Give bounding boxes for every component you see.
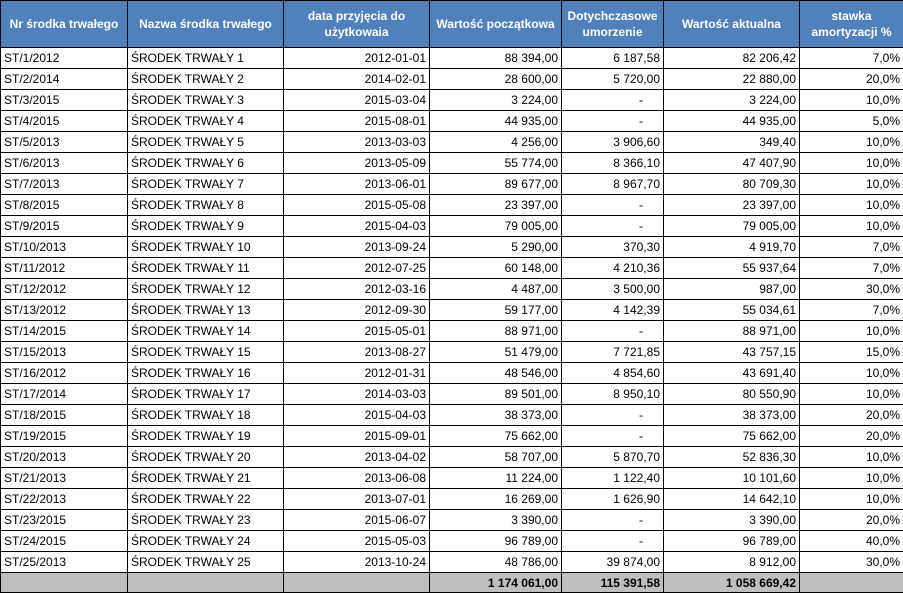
asset-number-cell[interactable]: ST/10/2013 [1,237,128,258]
acceptance-date-cell[interactable]: 2013-09-24 [284,237,430,258]
total-cell-empty[interactable] [800,573,903,593]
table-row [1,300,903,321]
table-body [1,48,903,573]
table-row [1,510,903,531]
current-value-cell[interactable]: 38 373,00 [664,405,800,426]
initial-value-cell[interactable]: 89 501,00 [430,384,562,405]
acceptance-date-cell[interactable]: 2013-06-01 [284,174,430,195]
table-row [1,132,903,153]
table-row [1,447,903,468]
current-value-cell[interactable]: 349,40 [664,132,800,153]
table-row [1,111,903,132]
depreciation-rate-cell[interactable]: 10,0% [800,90,903,111]
acceptance-date-cell[interactable]: 2014-02-01 [284,69,430,90]
table-row [1,489,903,510]
current-value-cell[interactable]: 10 101,60 [664,468,800,489]
current-value-cell[interactable]: 14 642,10 [664,489,800,510]
asset-name-cell[interactable]: ŚRODEK TRWAŁY 5 [128,132,284,153]
depreciation-rate-cell[interactable]: 30,0% [800,552,903,573]
current-value-cell[interactable]: 80 550,90 [664,384,800,405]
asset-number-cell[interactable]: ST/21/2013 [1,468,128,489]
acceptance-date-cell[interactable]: 2013-06-08 [284,468,430,489]
table-row [1,69,903,90]
depreciation-cell[interactable]: 7 721,85 [562,342,664,363]
depreciation-cell[interactable]: - [562,111,664,132]
initial-value-cell[interactable]: 88 394,00 [430,48,562,69]
asset-name-cell[interactable]: ŚRODEK TRWAŁY 19 [128,426,284,447]
asset-number-cell[interactable]: ST/22/2013 [1,489,128,510]
asset-name-cell[interactable]: ŚRODEK TRWAŁY 25 [128,552,284,573]
table-row [1,237,903,258]
asset-name-cell[interactable]: ŚRODEK TRWAŁY 15 [128,342,284,363]
depreciation-rate-cell[interactable]: 7,0% [800,300,903,321]
current-value-cell[interactable]: 79 005,00 [664,216,800,237]
depreciation-rate-cell[interactable]: 15,0% [800,342,903,363]
initial-value-cell[interactable]: 48 786,00 [430,552,562,573]
asset-number-cell[interactable]: ST/13/2012 [1,300,128,321]
initial-value-cell[interactable]: 55 774,00 [430,153,562,174]
table-row [1,363,903,384]
asset-name-cell[interactable]: ŚRODEK TRWAŁY 2 [128,69,284,90]
depreciation-rate-cell[interactable]: 7,0% [800,48,903,69]
depreciation-rate-cell[interactable]: 40,0% [800,531,903,552]
asset-number-cell[interactable]: ST/14/2015 [1,321,128,342]
current-value-cell[interactable]: 23 397,00 [664,195,800,216]
current-value-cell[interactable]: 75 662,00 [664,426,800,447]
asset-number-cell[interactable]: ST/24/2015 [1,531,128,552]
current-value-cell[interactable]: 96 789,00 [664,531,800,552]
depreciation-cell[interactable]: 5 870,70 [562,447,664,468]
acceptance-date-cell[interactable]: 2013-04-02 [284,447,430,468]
table-row [1,426,903,447]
depreciation-rate-cell[interactable]: 20,0% [800,69,903,90]
current-value-cell[interactable]: 43 691,40 [664,363,800,384]
asset-number-cell[interactable]: ST/17/2014 [1,384,128,405]
depreciation-cell[interactable]: - [562,90,664,111]
initial-value-cell[interactable]: 4 487,00 [430,279,562,300]
depreciation-cell[interactable]: 8 366,10 [562,153,664,174]
asset-number-cell[interactable]: ST/6/2013 [1,153,128,174]
depreciation-rate-cell[interactable]: 10,0% [800,489,903,510]
initial-value-cell[interactable]: 79 005,00 [430,216,562,237]
depreciation-cell[interactable]: - [562,426,664,447]
table-row [1,48,903,69]
current-value-cell[interactable]: 44 935,00 [664,111,800,132]
asset-number-cell[interactable]: ST/18/2015 [1,405,128,426]
current-value-cell[interactable]: 22 880,00 [664,69,800,90]
table-row [1,531,903,552]
asset-number-cell[interactable]: ST/7/2013 [1,174,128,195]
total-initial-value[interactable]: 1 174 061,00 [430,573,562,593]
initial-value-cell[interactable]: 28 600,00 [430,69,562,90]
initial-value-cell[interactable]: 48 546,00 [430,363,562,384]
asset-name-cell[interactable]: ŚRODEK TRWAŁY 4 [128,111,284,132]
depreciation-rate-cell[interactable]: 10,0% [800,153,903,174]
current-value-cell[interactable]: 3 224,00 [664,90,800,111]
initial-value-cell[interactable]: 11 224,00 [430,468,562,489]
depreciation-rate-cell[interactable]: 20,0% [800,510,903,531]
table-row [1,405,903,426]
asset-number-cell[interactable]: ST/23/2015 [1,510,128,531]
table-row [1,279,903,300]
table-row [1,468,903,489]
asset-number-cell[interactable]: ST/3/2015 [1,90,128,111]
asset-number-cell[interactable]: ST/4/2015 [1,111,128,132]
total-depreciation[interactable]: 115 391,58 [562,573,664,593]
current-value-cell[interactable]: 47 407,90 [664,153,800,174]
depreciation-rate-cell[interactable]: 7,0% [800,237,903,258]
depreciation-rate-cell[interactable]: 7,0% [800,258,903,279]
table-row [1,195,903,216]
acceptance-date-cell[interactable]: 2015-09-01 [284,426,430,447]
depreciation-cell[interactable]: 3 500,00 [562,279,664,300]
depreciation-cell[interactable]: 8 950,10 [562,384,664,405]
acceptance-date-cell[interactable]: 2013-08-27 [284,342,430,363]
asset-name-cell[interactable]: ŚRODEK TRWAŁY 12 [128,279,284,300]
initial-value-cell[interactable]: 58 707,00 [430,447,562,468]
header-current-value[interactable]: Wartość aktualna [664,1,800,48]
asset-number-cell[interactable]: ST/1/2012 [1,48,128,69]
initial-value-cell[interactable]: 3 390,00 [430,510,562,531]
acceptance-date-cell[interactable]: 2015-08-01 [284,111,430,132]
depreciation-cell[interactable]: - [562,216,664,237]
table-row [1,552,903,573]
depreciation-rate-cell[interactable]: 10,0% [800,384,903,405]
depreciation-rate-cell[interactable]: 5,0% [800,111,903,132]
table-row [1,342,903,363]
asset-number-cell[interactable]: ST/20/2013 [1,447,128,468]
depreciation-cell[interactable]: 6 187,58 [562,48,664,69]
current-value-cell[interactable]: 82 206,42 [664,48,800,69]
initial-value-cell[interactable]: 5 290,00 [430,237,562,258]
acceptance-date-cell[interactable]: 2012-01-31 [284,363,430,384]
asset-name-cell[interactable]: ŚRODEK TRWAŁY 18 [128,405,284,426]
initial-value-cell[interactable]: 96 789,00 [430,531,562,552]
depreciation-cell[interactable]: 4 854,60 [562,363,664,384]
initial-value-cell[interactable]: 16 269,00 [430,489,562,510]
initial-value-cell[interactable]: 88 971,00 [430,321,562,342]
acceptance-date-cell[interactable]: 2013-05-09 [284,153,430,174]
asset-number-cell[interactable]: ST/11/2012 [1,258,128,279]
acceptance-date-cell[interactable]: 2015-05-01 [284,321,430,342]
asset-number-cell[interactable]: ST/5/2013 [1,132,128,153]
depreciation-cell[interactable]: 370,30 [562,237,664,258]
asset-name-cell[interactable]: ŚRODEK TRWAŁY 6 [128,153,284,174]
acceptance-date-cell[interactable]: 2012-09-30 [284,300,430,321]
asset-number-cell[interactable]: ST/12/2012 [1,279,128,300]
initial-value-cell[interactable]: 23 397,00 [430,195,562,216]
asset-name-cell[interactable]: ŚRODEK TRWAŁY 1 [128,48,284,69]
acceptance-date-cell[interactable]: 2014-03-03 [284,384,430,405]
depreciation-rate-cell[interactable]: 10,0% [800,195,903,216]
asset-number-cell[interactable]: ST/9/2015 [1,216,128,237]
asset-name-cell[interactable]: ŚRODEK TRWAŁY 13 [128,300,284,321]
acceptance-date-cell[interactable]: 2015-03-04 [284,90,430,111]
initial-value-cell[interactable]: 89 677,00 [430,174,562,195]
total-current-value[interactable]: 1 058 669,42 [664,573,800,593]
asset-number-cell[interactable]: ST/19/2015 [1,426,128,447]
asset-name-cell[interactable]: ŚRODEK TRWAŁY 3 [128,90,284,111]
asset-number-cell[interactable]: ST/15/2013 [1,342,128,363]
initial-value-cell[interactable]: 44 935,00 [430,111,562,132]
initial-value-cell[interactable]: 38 373,00 [430,405,562,426]
asset-number-cell[interactable]: ST/2/2014 [1,69,128,90]
table-row [1,90,903,111]
header-asset-number[interactable]: Nr środka trwałego [1,1,128,48]
acceptance-date-cell[interactable]: 2015-04-03 [284,216,430,237]
depreciation-rate-cell[interactable]: 10,0% [800,468,903,489]
depreciation-cell[interactable]: 3 906,60 [562,132,664,153]
depreciation-rate-cell[interactable]: 30,0% [800,279,903,300]
header-acceptance-date[interactable]: data przyjęcia do użytkowaia [284,1,430,48]
depreciation-rate-cell[interactable]: 20,0% [800,405,903,426]
current-value-cell[interactable]: 3 390,00 [664,510,800,531]
depreciation-cell[interactable]: - [562,321,664,342]
acceptance-date-cell[interactable]: 2015-04-03 [284,405,430,426]
depreciation-cell[interactable]: - [562,405,664,426]
depreciation-cell[interactable]: 39 874,00 [562,552,664,573]
depreciation-cell[interactable]: 4 210,36 [562,258,664,279]
asset-name-cell[interactable]: ŚRODEK TRWAŁY 22 [128,489,284,510]
header-asset-name[interactable]: Nazwa środka trwałego [128,1,284,48]
depreciation-rate-cell[interactable]: 10,0% [800,447,903,468]
depreciation-cell[interactable]: - [562,510,664,531]
asset-number-cell[interactable]: ST/16/2012 [1,363,128,384]
depreciation-cell[interactable]: 8 967,70 [562,174,664,195]
depreciation-cell[interactable]: 4 142,39 [562,300,664,321]
initial-value-cell[interactable]: 59 177,00 [430,300,562,321]
table-row [1,258,903,279]
current-value-cell[interactable]: 55 034,61 [664,300,800,321]
asset-name-cell[interactable]: ŚRODEK TRWAŁY 23 [128,510,284,531]
asset-name-cell[interactable]: ŚRODEK TRWAŁY 24 [128,531,284,552]
initial-value-cell[interactable]: 75 662,00 [430,426,562,447]
depreciation-rate-cell[interactable]: 10,0% [800,132,903,153]
header-initial-value[interactable]: Wartość początkowa [430,1,562,48]
depreciation-rate-cell[interactable]: 10,0% [800,174,903,195]
asset-number-cell[interactable]: ST/25/2013 [1,552,128,573]
asset-name-cell[interactable]: ŚRODEK TRWAŁY 9 [128,216,284,237]
depreciation-cell[interactable]: 1 626,90 [562,489,664,510]
depreciation-cell[interactable]: 5 720,00 [562,69,664,90]
asset-name-cell[interactable]: ŚRODEK TRWAŁY 17 [128,384,284,405]
current-value-cell[interactable]: 4 919,70 [664,237,800,258]
acceptance-date-cell[interactable]: 2015-05-08 [284,195,430,216]
asset-number-cell[interactable]: ST/8/2015 [1,195,128,216]
table-row [1,384,903,405]
acceptance-date-cell[interactable]: 2015-06-07 [284,510,430,531]
header-depreciation[interactable]: Dotychczasowe umorzenie [562,1,664,48]
header-depreciation-rate[interactable]: stawka amortyzacji % [800,1,903,48]
table-row [1,321,903,342]
current-value-cell[interactable]: 52 836,30 [664,447,800,468]
asset-name-cell[interactable]: ŚRODEK TRWAŁY 11 [128,258,284,279]
table-row [1,153,903,174]
depreciation-rate-cell[interactable]: 10,0% [800,321,903,342]
current-value-cell[interactable]: 55 937,64 [664,258,800,279]
asset-name-cell[interactable]: ŚRODEK TRWAŁY 7 [128,174,284,195]
total-cell-empty[interactable] [284,573,430,593]
depreciation-cell[interactable]: - [562,195,664,216]
depreciation-cell[interactable]: 1 122,40 [562,468,664,489]
acceptance-date-cell[interactable]: 2013-10-24 [284,552,430,573]
asset-name-cell[interactable]: ŚRODEK TRWAŁY 8 [128,195,284,216]
depreciation-rate-cell[interactable]: 10,0% [800,216,903,237]
initial-value-cell[interactable]: 60 148,00 [430,258,562,279]
acceptance-date-cell[interactable]: 2015-05-03 [284,531,430,552]
asset-name-cell[interactable]: ŚRODEK TRWAŁY 21 [128,468,284,489]
total-cell-empty[interactable] [1,573,128,593]
asset-name-cell[interactable]: ŚRODEK TRWAŁY 14 [128,321,284,342]
current-value-cell[interactable]: 88 971,00 [664,321,800,342]
acceptance-date-cell[interactable]: 2012-01-01 [284,48,430,69]
asset-name-cell[interactable]: ŚRODEK TRWAŁY 20 [128,447,284,468]
initial-value-cell[interactable]: 4 256,00 [430,132,562,153]
depreciation-cell[interactable]: - [562,531,664,552]
acceptance-date-cell[interactable]: 2012-03-16 [284,279,430,300]
current-value-cell[interactable]: 987,00 [664,279,800,300]
depreciation-rate-cell[interactable]: 10,0% [800,363,903,384]
table-row [1,216,903,237]
initial-value-cell[interactable]: 51 479,00 [430,342,562,363]
asset-name-cell[interactable]: ŚRODEK TRWAŁY 16 [128,363,284,384]
totals-row [1,573,903,593]
depreciation-rate-cell[interactable]: 20,0% [800,426,903,447]
acceptance-date-cell[interactable]: 2013-03-03 [284,132,430,153]
table-row [1,174,903,195]
acceptance-date-cell[interactable]: 2013-07-01 [284,489,430,510]
header-row [1,1,903,48]
asset-name-cell[interactable]: ŚRODEK TRWAŁY 10 [128,237,284,258]
current-value-cell[interactable]: 8 912,00 [664,552,800,573]
current-value-cell[interactable]: 43 757,15 [664,342,800,363]
total-cell-empty[interactable] [128,573,284,593]
acceptance-date-cell[interactable]: 2012-07-25 [284,258,430,279]
current-value-cell[interactable]: 80 709,30 [664,174,800,195]
initial-value-cell[interactable]: 3 224,00 [430,90,562,111]
